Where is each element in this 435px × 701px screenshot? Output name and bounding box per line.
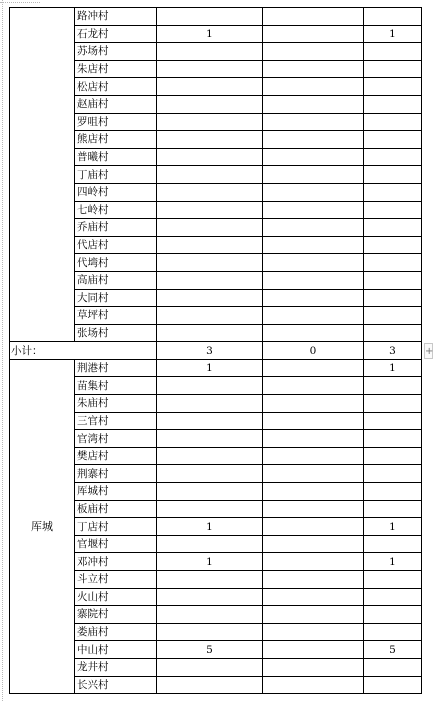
value-cell-3 bbox=[364, 465, 422, 483]
value-cell-2 bbox=[263, 359, 364, 377]
plus-icon[interactable]: + bbox=[424, 343, 433, 359]
village-name-cell: 荆港村 bbox=[75, 359, 157, 377]
village-name-cell: 代店村 bbox=[75, 236, 157, 254]
value-cell-3 bbox=[364, 447, 422, 465]
village-name-cell: 松店村 bbox=[75, 78, 157, 96]
value-cell-2 bbox=[263, 483, 364, 501]
value-cell-3 bbox=[364, 588, 422, 606]
village-name-cell: 朱庙村 bbox=[75, 395, 157, 413]
value-cell-1 bbox=[157, 676, 263, 694]
value-cell-2 bbox=[263, 183, 364, 201]
value-cell-2 bbox=[263, 289, 364, 307]
village-name-cell: 斗立村 bbox=[75, 571, 157, 589]
value-cell-2 bbox=[263, 658, 364, 676]
value-cell-1 bbox=[157, 166, 263, 184]
page-margin-guide-vertical bbox=[2, 0, 3, 701]
value-cell-3 bbox=[364, 377, 422, 395]
value-cell-3 bbox=[364, 148, 422, 166]
village-name-cell: 赵庙村 bbox=[75, 95, 157, 113]
value-cell-1 bbox=[157, 113, 263, 131]
value-cell-3 bbox=[364, 676, 422, 694]
value-cell-3 bbox=[364, 166, 422, 184]
value-cell-1 bbox=[157, 395, 263, 413]
value-cell-3 bbox=[364, 412, 422, 430]
village-name-cell: 乔庙村 bbox=[75, 219, 157, 237]
value-cell-2 bbox=[263, 43, 364, 61]
value-cell-2 bbox=[263, 113, 364, 131]
village-name-cell: 寨院村 bbox=[75, 606, 157, 624]
value-cell-3 bbox=[364, 78, 422, 96]
village-name-cell: 火山村 bbox=[75, 588, 157, 606]
table-section-a bbox=[10, 8, 422, 342]
value-cell-1 bbox=[157, 254, 263, 272]
village-name-cell: 张场村 bbox=[75, 324, 157, 342]
value-cell-2 bbox=[263, 131, 364, 149]
value-cell-1 bbox=[157, 465, 263, 483]
value-cell-2 bbox=[263, 254, 364, 272]
value-cell-3: 5 bbox=[364, 641, 422, 659]
village-name-cell: 苗集村 bbox=[75, 377, 157, 395]
village-name-cell: 七岭村 bbox=[75, 201, 157, 219]
village-name-cell: 荆寨村 bbox=[75, 465, 157, 483]
value-cell-3 bbox=[364, 219, 422, 237]
value-cell-3 bbox=[364, 254, 422, 272]
value-cell-1 bbox=[157, 201, 263, 219]
value-cell-3 bbox=[364, 483, 422, 501]
village-name-cell: 熊店村 bbox=[75, 131, 157, 149]
village-name-cell: 朱店村 bbox=[75, 60, 157, 78]
value-cell-3 bbox=[364, 395, 422, 413]
value-cell-3 bbox=[364, 236, 422, 254]
value-cell-3 bbox=[364, 43, 422, 61]
village-name-cell: 路冲村 bbox=[75, 8, 157, 26]
statistics-table bbox=[9, 7, 422, 694]
value-cell-2 bbox=[263, 236, 364, 254]
value-cell-2 bbox=[263, 553, 364, 571]
table-section-b bbox=[10, 359, 422, 693]
value-cell-3: 1 bbox=[364, 518, 422, 536]
value-cell-2 bbox=[263, 447, 364, 465]
subtotal-value-2: 0 bbox=[263, 342, 364, 360]
value-cell-1 bbox=[157, 43, 263, 61]
table-row bbox=[10, 359, 422, 377]
village-name-cell: 长兴村 bbox=[75, 676, 157, 694]
region-cell bbox=[10, 8, 75, 342]
village-name-cell: 高庙村 bbox=[75, 271, 157, 289]
value-cell-1 bbox=[157, 535, 263, 553]
table-subtotal-section bbox=[10, 342, 422, 360]
village-name-cell: 官湾村 bbox=[75, 430, 157, 448]
value-cell-1 bbox=[157, 148, 263, 166]
table-row bbox=[10, 8, 422, 26]
village-name-cell: 苏场村 bbox=[75, 43, 157, 61]
village-name-cell: 三官村 bbox=[75, 412, 157, 430]
value-cell-1 bbox=[157, 236, 263, 254]
region-cell: 厍城 bbox=[10, 359, 75, 693]
value-cell-3 bbox=[364, 131, 422, 149]
value-cell-3 bbox=[364, 60, 422, 78]
value-cell-2 bbox=[263, 676, 364, 694]
value-cell-1 bbox=[157, 8, 263, 26]
village-name-cell: 樊店村 bbox=[75, 447, 157, 465]
village-name-cell: 板庙村 bbox=[75, 500, 157, 518]
village-name-cell: 中山村 bbox=[75, 641, 157, 659]
subtotal-label: 小计： bbox=[10, 342, 157, 360]
value-cell-2 bbox=[263, 535, 364, 553]
value-cell-2 bbox=[263, 518, 364, 536]
value-cell-3 bbox=[364, 571, 422, 589]
value-cell-2 bbox=[263, 395, 364, 413]
value-cell-2 bbox=[263, 8, 364, 26]
value-cell-3 bbox=[364, 623, 422, 641]
value-cell-3 bbox=[364, 500, 422, 518]
village-name-cell: 四岭村 bbox=[75, 183, 157, 201]
value-cell-2 bbox=[263, 271, 364, 289]
value-cell-3 bbox=[364, 113, 422, 131]
subtotal-value-1: 3 bbox=[157, 342, 263, 360]
value-cell-1 bbox=[157, 219, 263, 237]
subtotal-value-3: 3 bbox=[364, 342, 422, 360]
value-cell-1 bbox=[157, 430, 263, 448]
value-cell-2 bbox=[263, 465, 364, 483]
value-cell-2 bbox=[263, 588, 364, 606]
value-cell-2 bbox=[263, 623, 364, 641]
value-cell-1: 1 bbox=[157, 359, 263, 377]
value-cell-2 bbox=[263, 307, 364, 325]
value-cell-1 bbox=[157, 623, 263, 641]
value-cell-2 bbox=[263, 201, 364, 219]
value-cell-1 bbox=[157, 588, 263, 606]
value-cell-3 bbox=[364, 8, 422, 26]
value-cell-2 bbox=[263, 412, 364, 430]
value-cell-2 bbox=[263, 78, 364, 96]
value-cell-2 bbox=[263, 641, 364, 659]
value-cell-1 bbox=[157, 658, 263, 676]
value-cell-3 bbox=[364, 183, 422, 201]
value-cell-1 bbox=[157, 131, 263, 149]
value-cell-3 bbox=[364, 95, 422, 113]
value-cell-2 bbox=[263, 148, 364, 166]
value-cell-3: 1 bbox=[364, 359, 422, 377]
value-cell-3 bbox=[364, 535, 422, 553]
value-cell-2 bbox=[263, 219, 364, 237]
value-cell-1: 1 bbox=[157, 25, 263, 43]
value-cell-2 bbox=[263, 500, 364, 518]
village-name-cell: 大同村 bbox=[75, 289, 157, 307]
village-name-cell: 官堰村 bbox=[75, 535, 157, 553]
value-cell-1 bbox=[157, 500, 263, 518]
value-cell-2 bbox=[263, 60, 364, 78]
page-margin-guide-horizontal bbox=[0, 2, 40, 3]
village-name-cell: 丁店村 bbox=[75, 518, 157, 536]
village-name-cell: 石龙村 bbox=[75, 25, 157, 43]
value-cell-1 bbox=[157, 324, 263, 342]
village-name-cell: 草坪村 bbox=[75, 307, 157, 325]
value-cell-1: 1 bbox=[157, 518, 263, 536]
value-cell-2 bbox=[263, 166, 364, 184]
value-cell-2 bbox=[263, 430, 364, 448]
value-cell-1 bbox=[157, 571, 263, 589]
value-cell-2 bbox=[263, 571, 364, 589]
value-cell-1 bbox=[157, 606, 263, 624]
value-cell-1: 1 bbox=[157, 553, 263, 571]
village-name-cell: 厍城村 bbox=[75, 483, 157, 501]
value-cell-3 bbox=[364, 324, 422, 342]
value-cell-3 bbox=[364, 658, 422, 676]
village-name-cell: 丁庙村 bbox=[75, 166, 157, 184]
value-cell-2 bbox=[263, 95, 364, 113]
value-cell-1 bbox=[157, 483, 263, 501]
value-cell-3 bbox=[364, 606, 422, 624]
value-cell-1 bbox=[157, 78, 263, 96]
value-cell-1 bbox=[157, 183, 263, 201]
value-cell-2 bbox=[263, 606, 364, 624]
value-cell-1 bbox=[157, 412, 263, 430]
value-cell-3 bbox=[364, 289, 422, 307]
value-cell-1: 5 bbox=[157, 641, 263, 659]
value-cell-1 bbox=[157, 271, 263, 289]
value-cell-3 bbox=[364, 271, 422, 289]
village-name-cell: 罗咀村 bbox=[75, 113, 157, 131]
village-name-cell: 龙井村 bbox=[75, 658, 157, 676]
value-cell-3: 1 bbox=[364, 25, 422, 43]
value-cell-3: 1 bbox=[364, 553, 422, 571]
value-cell-1 bbox=[157, 60, 263, 78]
village-name-cell: 邓冲村 bbox=[75, 553, 157, 571]
value-cell-1 bbox=[157, 289, 263, 307]
value-cell-1 bbox=[157, 377, 263, 395]
village-name-cell: 普曦村 bbox=[75, 148, 157, 166]
value-cell-1 bbox=[157, 447, 263, 465]
value-cell-1 bbox=[157, 95, 263, 113]
value-cell-3 bbox=[364, 307, 422, 325]
value-cell-2 bbox=[263, 377, 364, 395]
value-cell-3 bbox=[364, 201, 422, 219]
village-name-cell: 代塆村 bbox=[75, 254, 157, 272]
value-cell-3 bbox=[364, 430, 422, 448]
village-name-cell: 娄庙村 bbox=[75, 623, 157, 641]
subtotal-row bbox=[10, 342, 422, 360]
value-cell-1 bbox=[157, 307, 263, 325]
value-cell-2 bbox=[263, 324, 364, 342]
value-cell-2 bbox=[263, 25, 364, 43]
